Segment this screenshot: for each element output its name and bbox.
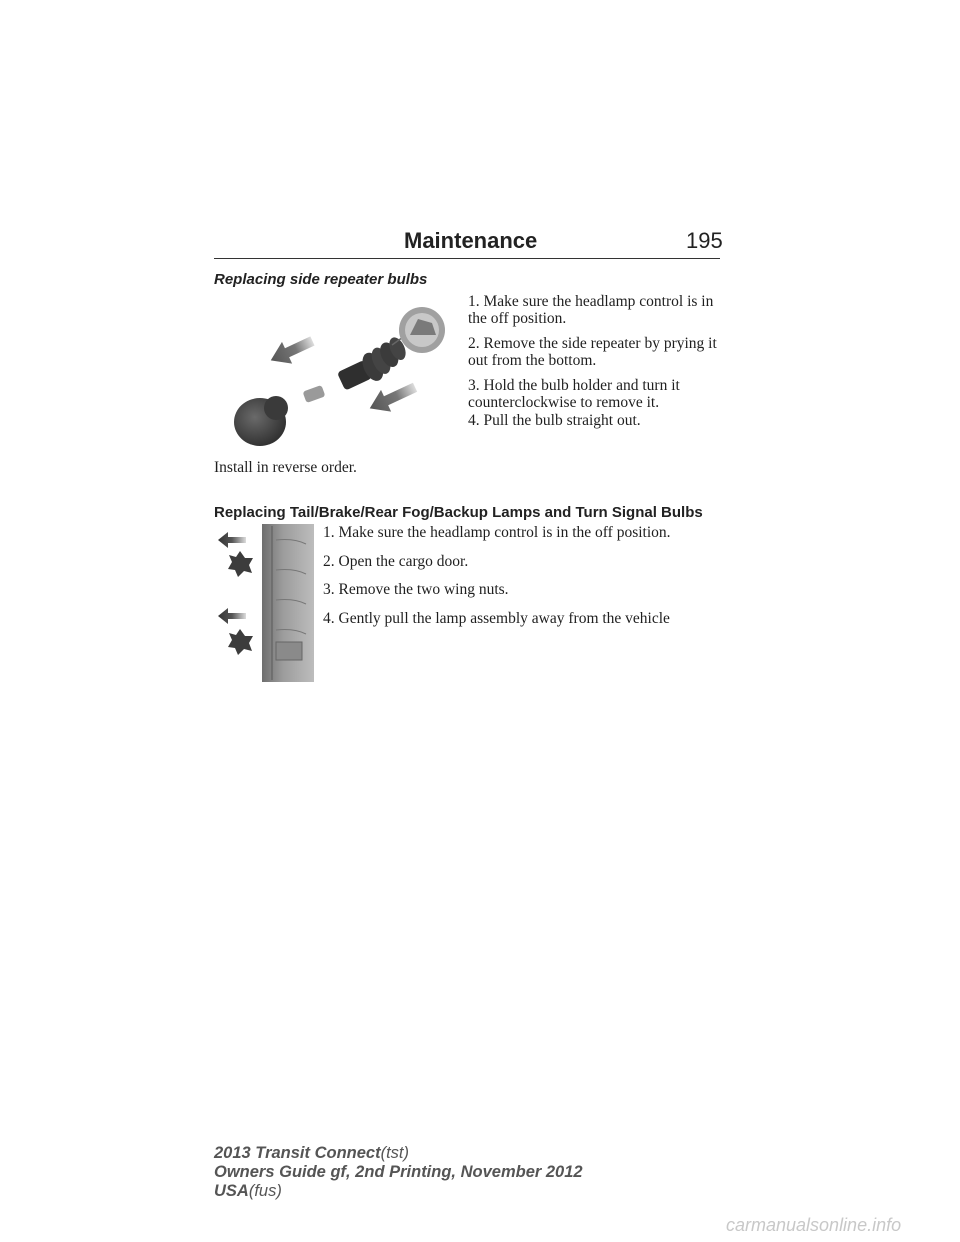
arrow-left-icon — [218, 608, 246, 624]
arrow-left-icon — [266, 330, 318, 371]
side-repeater-step-3: 3. Hold the bulb holder and turn it counterclockwise to remove it. — [468, 377, 680, 411]
tail-lamp-step-3: 3. Remove the two wing nuts. — [323, 581, 509, 598]
wing-nut-icon — [228, 551, 253, 577]
footer-model-line: 2013 Transit Connect(tst) — [214, 1144, 410, 1162]
side-repeater-step-1: 1. Make sure the headlamp control is in the off position. — [468, 293, 714, 327]
tail-lamp-step-2: 2. Open the cargo door. — [323, 553, 469, 570]
watermark: carmanualsonline.info — [726, 1215, 902, 1235]
side-repeater-step-4: 4. Pull the bulb straight out. — [468, 412, 641, 429]
header-rule — [214, 258, 720, 259]
install-note: Install in reverse order. — [214, 459, 357, 476]
arrow-left-icon — [365, 376, 420, 419]
arrow-left-icon — [218, 532, 246, 548]
tail-lamp-step-1: 1. Make sure the headlamp control is in the off position. — [323, 524, 671, 541]
wing-nut-icon — [228, 629, 253, 655]
footer-region-line: USA(fus) — [214, 1182, 282, 1200]
footer-guide-line: Owners Guide gf, 2nd Printing, November 2012 — [214, 1163, 583, 1181]
tail-lamp-step-4: 4. Gently pull the lamp assembly away from the vehicle — [323, 610, 670, 627]
page-section-title: Maintenance — [404, 228, 538, 253]
page-number: 195 — [686, 228, 723, 253]
side-repeater-step-2: 2. Remove the side repeater by prying it out from the bottom. — [468, 335, 717, 369]
tail-lamp-illustration — [214, 522, 314, 684]
tail-lamp-heading: Replacing Tail/Brake/Rear Fog/Backup Lamps and Turn Signal Bulbs — [214, 504, 703, 521]
side-repeater-illustration — [232, 305, 452, 455]
side-repeater-heading: Replacing side repeater bulbs — [214, 271, 428, 288]
